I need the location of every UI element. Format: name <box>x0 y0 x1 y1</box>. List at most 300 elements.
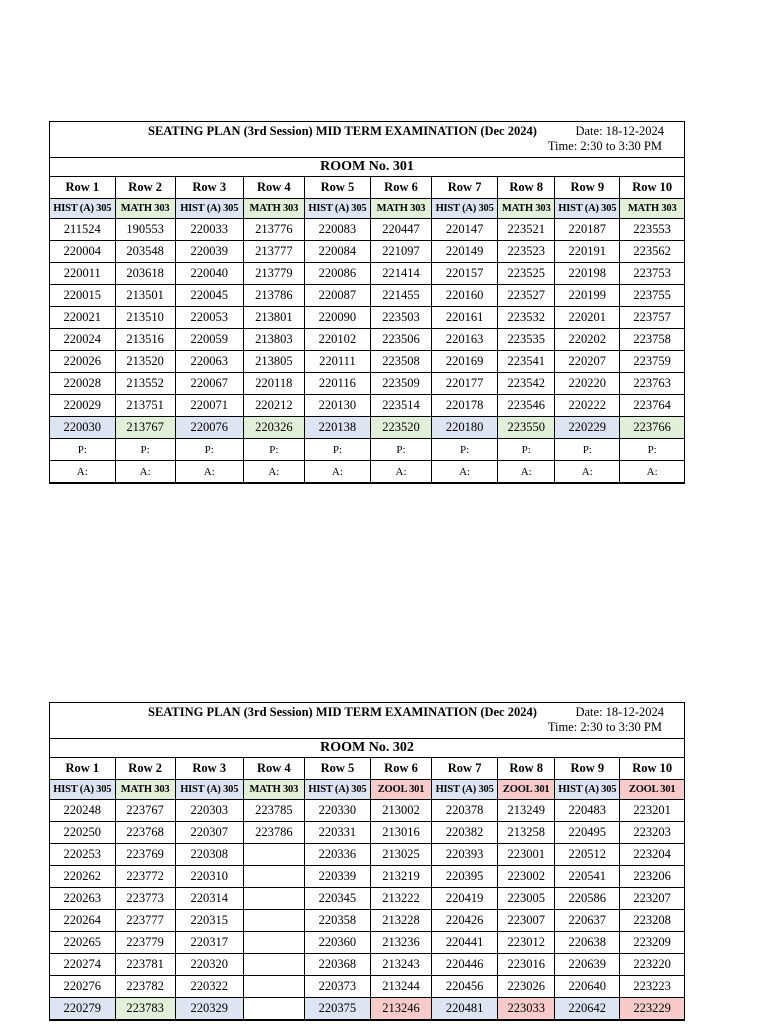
subject-code: HIST (A) 305 <box>175 199 243 219</box>
roll-number: 220426 <box>432 910 498 932</box>
roll-number: 220586 <box>555 888 620 910</box>
roll-number: 213222 <box>370 888 431 910</box>
roll-number: 220163 <box>432 329 498 351</box>
roll-number: 223523 <box>498 241 555 263</box>
roll-number: 203548 <box>115 241 175 263</box>
roll-number: 220040 <box>175 263 243 285</box>
roll-number: 220274 <box>50 954 115 976</box>
present-count-cell[interactable]: P: <box>175 439 243 461</box>
present-count-cell[interactable]: P: <box>243 439 304 461</box>
roll-number: 220130 <box>304 395 370 417</box>
roll-number: 220345 <box>304 888 370 910</box>
roll-number: 223525 <box>498 263 555 285</box>
roll-number: 213805 <box>243 351 304 373</box>
present-count-cell[interactable]: P: <box>370 439 431 461</box>
roll-number: 223026 <box>498 976 555 998</box>
roll-number: 220253 <box>50 844 115 866</box>
roll-number: 211524 <box>50 219 115 241</box>
roll-number: 223508 <box>370 351 431 373</box>
roll-number: 220395 <box>432 866 498 888</box>
column-header: Row 3 <box>175 177 243 199</box>
roll-number: 220382 <box>432 822 498 844</box>
roll-number <box>243 910 304 932</box>
roll-number: 221097 <box>370 241 431 263</box>
table-row <box>50 910 684 932</box>
subject-code: HIST (A) 305 <box>432 199 498 219</box>
absent-count-cell[interactable]: A: <box>498 461 555 483</box>
roll-number: 220447 <box>370 219 431 241</box>
subject-row <box>50 780 684 800</box>
roll-number: 221414 <box>370 263 431 285</box>
roll-number: 220419 <box>432 888 498 910</box>
seating-table <box>50 758 684 1020</box>
subject-code: MATH 303 <box>243 199 304 219</box>
roll-number: 213228 <box>370 910 431 932</box>
column-header-row <box>50 758 684 780</box>
roll-number: 223755 <box>620 285 684 307</box>
roll-number: 213516 <box>115 329 175 351</box>
roll-number: 220314 <box>175 888 243 910</box>
roll-number: 213025 <box>370 844 431 866</box>
present-count-cell[interactable]: P: <box>498 439 555 461</box>
roll-number: 220149 <box>432 241 498 263</box>
roll-number: 220310 <box>175 866 243 888</box>
roll-number: 220063 <box>175 351 243 373</box>
roll-number: 223016 <box>498 954 555 976</box>
column-header: Row 6 <box>370 758 431 780</box>
roll-number: 220639 <box>555 954 620 976</box>
roll-number: 213779 <box>243 263 304 285</box>
column-header: Row 2 <box>115 177 175 199</box>
roll-number: 220004 <box>50 241 115 263</box>
present-count-cell[interactable]: P: <box>115 439 175 461</box>
table-row <box>50 954 684 976</box>
seating-table <box>50 177 684 483</box>
table-row <box>50 998 684 1020</box>
roll-number: 213751 <box>115 395 175 417</box>
roll-number: 220265 <box>50 932 115 954</box>
roll-number: 220320 <box>175 954 243 976</box>
roll-number: 220315 <box>175 910 243 932</box>
roll-number: 220456 <box>432 976 498 998</box>
table-row <box>50 932 684 954</box>
roll-number: 220637 <box>555 910 620 932</box>
roll-number: 223203 <box>620 822 684 844</box>
exam-date: Date: 18-12-2024 <box>575 705 664 719</box>
roll-number: 223208 <box>620 910 684 932</box>
roll-number: 213002 <box>370 800 431 822</box>
exam-time: Time: 2:30 to 3:30 PM <box>547 720 662 734</box>
roll-number: 223773 <box>115 888 175 910</box>
roll-number <box>243 866 304 888</box>
roll-number: 220229 <box>555 417 620 439</box>
subject-code: MATH 303 <box>115 199 175 219</box>
roll-number: 220030 <box>50 417 115 439</box>
roll-number: 223207 <box>620 888 684 910</box>
seating-plan-room-302 <box>49 702 685 1021</box>
roll-number: 220512 <box>555 844 620 866</box>
roll-number: 220336 <box>304 844 370 866</box>
column-header: Row 5 <box>304 177 370 199</box>
roll-number: 220029 <box>50 395 115 417</box>
roll-number <box>243 976 304 998</box>
roll-number <box>243 954 304 976</box>
roll-number: 220378 <box>432 800 498 822</box>
roll-number: 223503 <box>370 307 431 329</box>
column-header: Row 2 <box>115 758 175 780</box>
roll-number: 220441 <box>432 932 498 954</box>
column-header: Row 3 <box>175 758 243 780</box>
roll-number: 220393 <box>432 844 498 866</box>
roll-number: 213777 <box>243 241 304 263</box>
subject-row <box>50 199 684 219</box>
absent-count-cell[interactable]: A: <box>370 461 431 483</box>
roll-number: 220028 <box>50 373 115 395</box>
column-header: Row 5 <box>304 758 370 780</box>
roll-number: 223201 <box>620 800 684 822</box>
roll-number: 213510 <box>115 307 175 329</box>
roll-number: 220330 <box>304 800 370 822</box>
absent-count-cell[interactable]: A: <box>555 461 620 483</box>
column-header: Row 1 <box>50 177 115 199</box>
roll-number: 223777 <box>115 910 175 932</box>
roll-number: 220147 <box>432 219 498 241</box>
absent-count-cell[interactable]: A: <box>115 461 175 483</box>
table-row <box>50 285 684 307</box>
roll-number: 220220 <box>555 373 620 395</box>
roll-number: 223764 <box>620 395 684 417</box>
subject-code: HIST (A) 305 <box>304 199 370 219</box>
roll-number: 220187 <box>555 219 620 241</box>
roll-number: 220202 <box>555 329 620 351</box>
present-count-cell[interactable]: P: <box>304 439 370 461</box>
subject-code: ZOOL 301 <box>370 780 431 800</box>
roll-number: 223546 <box>498 395 555 417</box>
roll-number <box>243 844 304 866</box>
roll-number: 223535 <box>498 329 555 351</box>
subject-code: MATH 303 <box>115 780 175 800</box>
roll-number: 223769 <box>115 844 175 866</box>
roll-number: 213767 <box>115 417 175 439</box>
roll-number: 220263 <box>50 888 115 910</box>
roll-number: 220071 <box>175 395 243 417</box>
roll-number: 220339 <box>304 866 370 888</box>
roll-number: 220322 <box>175 976 243 998</box>
subject-code: HIST (A) 305 <box>50 199 115 219</box>
subject-code: ZOOL 301 <box>498 780 555 800</box>
column-header: Row 7 <box>432 177 498 199</box>
roll-number: 220111 <box>304 351 370 373</box>
table-row <box>50 307 684 329</box>
room-number: ROOM No. 301 <box>50 158 684 177</box>
roll-number: 220026 <box>50 351 115 373</box>
roll-number: 220198 <box>555 263 620 285</box>
roll-number: 223509 <box>370 373 431 395</box>
roll-number: 223542 <box>498 373 555 395</box>
column-header: Row 8 <box>498 177 555 199</box>
roll-number: 223768 <box>115 822 175 844</box>
roll-number: 220033 <box>175 219 243 241</box>
roll-number: 220326 <box>243 417 304 439</box>
table-row <box>50 329 684 351</box>
roll-number: 213501 <box>115 285 175 307</box>
roll-number: 220308 <box>175 844 243 866</box>
subject-code: HIST (A) 305 <box>50 780 115 800</box>
roll-number: 223229 <box>620 998 684 1020</box>
roll-number: 220157 <box>432 263 498 285</box>
roll-number: 223553 <box>620 219 684 241</box>
roll-number: 220011 <box>50 263 115 285</box>
roll-number: 220329 <box>175 998 243 1020</box>
roll-number: 223005 <box>498 888 555 910</box>
roll-number: 223521 <box>498 219 555 241</box>
roll-number: 223541 <box>498 351 555 373</box>
subject-code: ZOOL 301 <box>620 780 684 800</box>
sheet-header <box>50 122 684 158</box>
roll-number: 220191 <box>555 241 620 263</box>
table-row <box>50 241 684 263</box>
roll-number: 220199 <box>555 285 620 307</box>
roll-number: 223786 <box>243 822 304 844</box>
roll-number: 220178 <box>432 395 498 417</box>
table-row <box>50 395 684 417</box>
roll-number: 213246 <box>370 998 431 1020</box>
roll-number: 220250 <box>50 822 115 844</box>
roll-number: 213244 <box>370 976 431 998</box>
roll-number: 220481 <box>432 998 498 1020</box>
roll-number: 213236 <box>370 932 431 954</box>
roll-number: 223772 <box>115 866 175 888</box>
absent-row <box>50 461 684 483</box>
subject-code: HIST (A) 305 <box>555 199 620 219</box>
table-row <box>50 822 684 844</box>
subject-code: HIST (A) 305 <box>175 780 243 800</box>
roll-number: 220169 <box>432 351 498 373</box>
roll-number: 220222 <box>555 395 620 417</box>
roll-number: 220640 <box>555 976 620 998</box>
roll-number: 223757 <box>620 307 684 329</box>
roll-number: 213776 <box>243 219 304 241</box>
roll-number: 223763 <box>620 373 684 395</box>
present-count-cell[interactable]: P: <box>50 439 115 461</box>
roll-number: 220067 <box>175 373 243 395</box>
roll-number: 213520 <box>115 351 175 373</box>
table-row <box>50 219 684 241</box>
roll-number <box>243 888 304 910</box>
room-number: ROOM No. 302 <box>50 739 684 758</box>
roll-number: 223527 <box>498 285 555 307</box>
roll-number: 203618 <box>115 263 175 285</box>
subject-code: MATH 303 <box>243 780 304 800</box>
roll-number: 223223 <box>620 976 684 998</box>
roll-number: 223206 <box>620 866 684 888</box>
roll-number: 213016 <box>370 822 431 844</box>
subject-code: HIST (A) 305 <box>304 780 370 800</box>
table-row <box>50 351 684 373</box>
roll-number: 213801 <box>243 307 304 329</box>
subject-code: MATH 303 <box>498 199 555 219</box>
roll-number: 220053 <box>175 307 243 329</box>
roll-number: 220116 <box>304 373 370 395</box>
roll-number: 213552 <box>115 373 175 395</box>
roll-number: 223204 <box>620 844 684 866</box>
roll-number: 220248 <box>50 800 115 822</box>
roll-number: 220015 <box>50 285 115 307</box>
roll-number: 220212 <box>243 395 304 417</box>
roll-number: 213258 <box>498 822 555 844</box>
column-header: Row 8 <box>498 758 555 780</box>
roll-number: 220264 <box>50 910 115 932</box>
roll-number: 223550 <box>498 417 555 439</box>
column-header: Row 9 <box>555 177 620 199</box>
table-row <box>50 417 684 439</box>
roll-number: 220076 <box>175 417 243 439</box>
roll-number: 220045 <box>175 285 243 307</box>
roll-number: 220373 <box>304 976 370 998</box>
roll-number: 213249 <box>498 800 555 822</box>
roll-number: 220177 <box>432 373 498 395</box>
absent-count-cell[interactable]: A: <box>50 461 115 483</box>
table-row <box>50 866 684 888</box>
roll-number: 223758 <box>620 329 684 351</box>
roll-number: 223562 <box>620 241 684 263</box>
column-header: Row 10 <box>620 177 684 199</box>
table-row <box>50 263 684 285</box>
roll-number: 220180 <box>432 417 498 439</box>
roll-number: 220317 <box>175 932 243 954</box>
exam-title: SEATING PLAN (3rd Session) MID TERM EXAMINATION (Dec 2024) <box>148 705 537 719</box>
sheet-header <box>50 703 684 739</box>
roll-number: 220262 <box>50 866 115 888</box>
column-header: Row 4 <box>243 177 304 199</box>
subject-code: HIST (A) 305 <box>432 780 498 800</box>
roll-number: 223001 <box>498 844 555 866</box>
roll-number: 220360 <box>304 932 370 954</box>
absent-count-cell[interactable]: A: <box>432 461 498 483</box>
table-row <box>50 800 684 822</box>
roll-number: 223779 <box>115 932 175 954</box>
roll-number: 223007 <box>498 910 555 932</box>
present-row <box>50 439 684 461</box>
roll-number: 220279 <box>50 998 115 1020</box>
subject-code: HIST (A) 305 <box>555 780 620 800</box>
roll-number <box>243 932 304 954</box>
roll-number: 220059 <box>175 329 243 351</box>
roll-number: 223532 <box>498 307 555 329</box>
roll-number: 223781 <box>115 954 175 976</box>
column-header: Row 10 <box>620 758 684 780</box>
roll-number: 220303 <box>175 800 243 822</box>
roll-number: 223033 <box>498 998 555 1020</box>
column-header: Row 7 <box>432 758 498 780</box>
roll-number: 220331 <box>304 822 370 844</box>
roll-number: 213803 <box>243 329 304 351</box>
exam-date: Date: 18-12-2024 <box>575 124 664 138</box>
present-count-cell[interactable]: P: <box>620 439 684 461</box>
roll-number: 220161 <box>432 307 498 329</box>
roll-number: 223514 <box>370 395 431 417</box>
roll-number: 220375 <box>304 998 370 1020</box>
roll-number: 213219 <box>370 866 431 888</box>
table-row <box>50 976 684 998</box>
roll-number: 220358 <box>304 910 370 932</box>
roll-number: 223766 <box>620 417 684 439</box>
absent-count-cell[interactable]: A: <box>243 461 304 483</box>
roll-number: 223782 <box>115 976 175 998</box>
subject-code: MATH 303 <box>620 199 684 219</box>
table-row <box>50 844 684 866</box>
roll-number: 223759 <box>620 351 684 373</box>
roll-number <box>243 998 304 1020</box>
roll-number: 220021 <box>50 307 115 329</box>
exam-title: SEATING PLAN (3rd Session) MID TERM EXAMINATION (Dec 2024) <box>148 124 537 138</box>
column-header: Row 9 <box>555 758 620 780</box>
roll-number: 220638 <box>555 932 620 954</box>
roll-number: 223785 <box>243 800 304 822</box>
roll-number: 213243 <box>370 954 431 976</box>
roll-number: 220084 <box>304 241 370 263</box>
roll-number: 220102 <box>304 329 370 351</box>
roll-number: 223767 <box>115 800 175 822</box>
column-header: Row 1 <box>50 758 115 780</box>
roll-number: 223012 <box>498 932 555 954</box>
roll-number: 220039 <box>175 241 243 263</box>
present-count-cell[interactable]: P: <box>555 439 620 461</box>
roll-number: 220083 <box>304 219 370 241</box>
table-row <box>50 373 684 395</box>
roll-number: 223753 <box>620 263 684 285</box>
roll-number: 220483 <box>555 800 620 822</box>
absent-count-cell[interactable]: A: <box>304 461 370 483</box>
roll-number: 220307 <box>175 822 243 844</box>
roll-number: 220086 <box>304 263 370 285</box>
absent-count-cell[interactable]: A: <box>620 461 684 483</box>
roll-number: 220024 <box>50 329 115 351</box>
roll-number: 220541 <box>555 866 620 888</box>
roll-number: 220368 <box>304 954 370 976</box>
roll-number: 223002 <box>498 866 555 888</box>
roll-number: 220446 <box>432 954 498 976</box>
roll-number: 220207 <box>555 351 620 373</box>
roll-number: 220495 <box>555 822 620 844</box>
column-header: Row 4 <box>243 758 304 780</box>
roll-number: 220201 <box>555 307 620 329</box>
absent-count-cell[interactable]: A: <box>175 461 243 483</box>
roll-number: 223209 <box>620 932 684 954</box>
column-header: Row 6 <box>370 177 431 199</box>
subject-code: MATH 303 <box>370 199 431 219</box>
roll-number: 220138 <box>304 417 370 439</box>
column-header-row <box>50 177 684 199</box>
exam-time: Time: 2:30 to 3:30 PM <box>547 139 662 153</box>
roll-number: 221455 <box>370 285 431 307</box>
roll-number: 220090 <box>304 307 370 329</box>
roll-number: 223783 <box>115 998 175 1020</box>
roll-number: 223520 <box>370 417 431 439</box>
roll-number: 220118 <box>243 373 304 395</box>
roll-number: 220642 <box>555 998 620 1020</box>
roll-number: 220087 <box>304 285 370 307</box>
roll-number: 190553 <box>115 219 175 241</box>
roll-number: 223506 <box>370 329 431 351</box>
roll-number: 220160 <box>432 285 498 307</box>
present-count-cell[interactable]: P: <box>432 439 498 461</box>
table-row <box>50 888 684 910</box>
seating-plan-room-301 <box>49 121 685 484</box>
roll-number: 220276 <box>50 976 115 998</box>
roll-number: 223220 <box>620 954 684 976</box>
roll-number: 213786 <box>243 285 304 307</box>
